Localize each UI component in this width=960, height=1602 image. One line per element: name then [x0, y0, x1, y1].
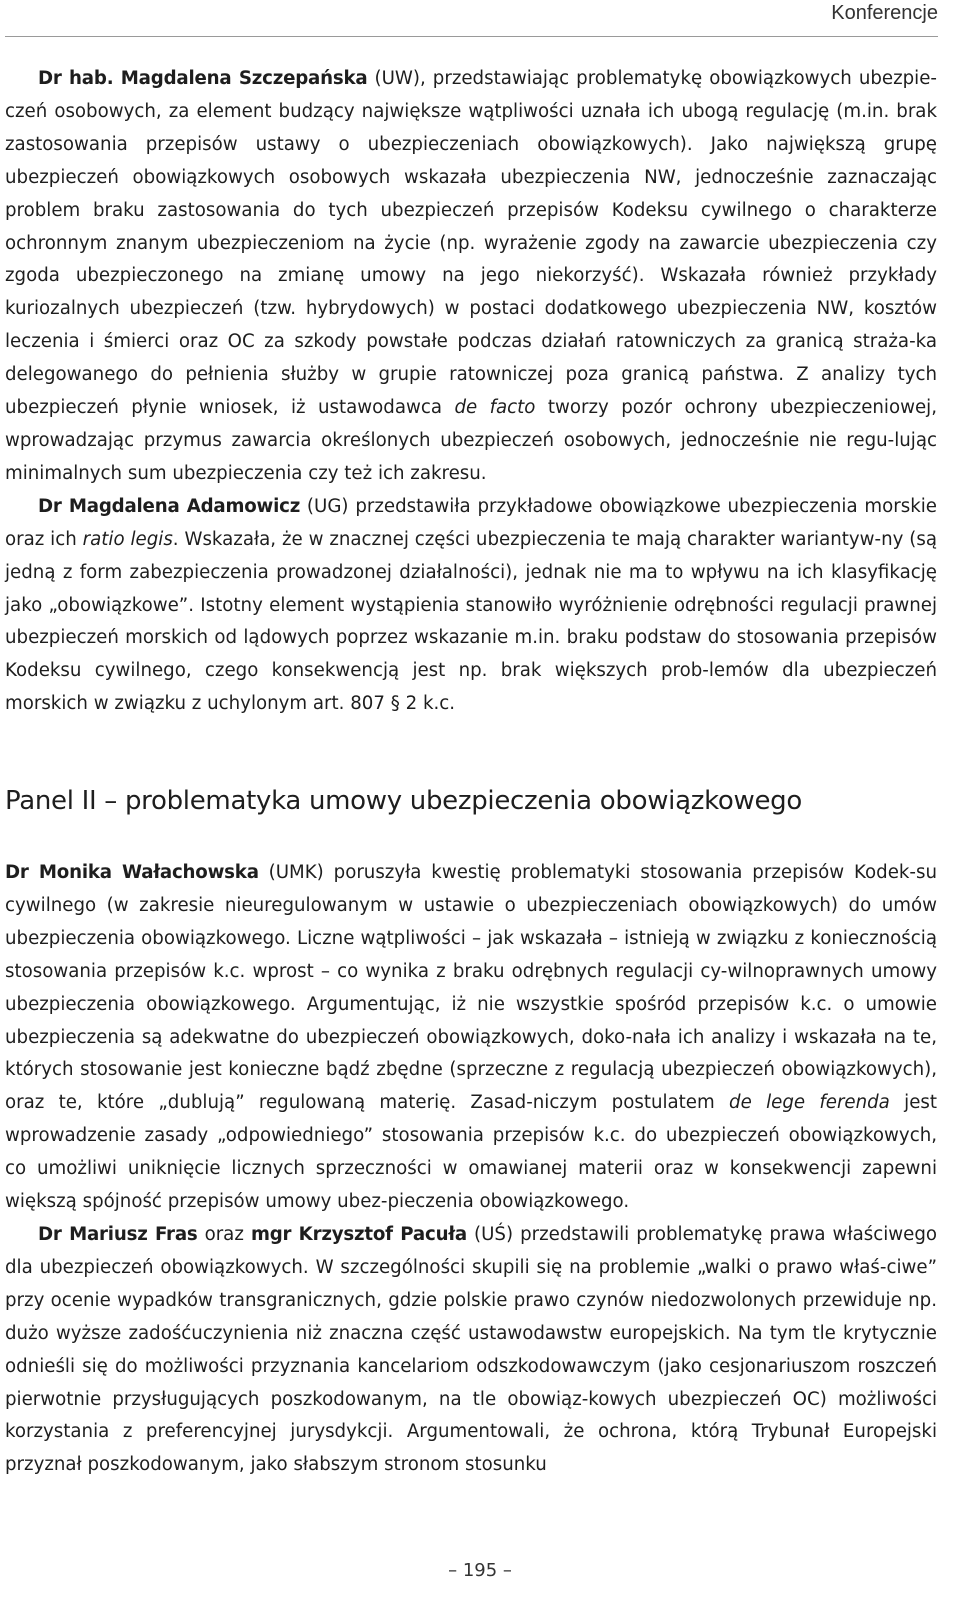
- paragraph-text: (UG) przedstawiła przykładowe obowiązkowe ubezpieczenia morskie oraz ich: [5, 495, 937, 550]
- page-number: – 195 –: [448, 1560, 512, 1581]
- paragraph-text: jest wprowadzenie zasady „odpowiedniego” stosowania przepisów k.c. do ubezpieczeń obowiązkowych, co umożliwi uniknięcie licznych sprzeczności w omawianej materii oraz w konsekwencji zapewni większą spójność przepisów umowy ubez-pieczenia obowiązkowego.: [5, 1092, 937, 1213]
- header-rule: [5, 36, 938, 37]
- paragraph-text: oraz: [197, 1223, 251, 1245]
- paragraph-text: (UW), przedstawiając problematykę obowiązkowych ubezpie-czeń osobowych, za element budzący największe wątpliwości uznała ich ubogą regulację (m.in. brak zastosowania przepisów ustawy o ubezpieczeniach obowiązkowych). Jako największą grupę ubezpieczeń obowiązkowych osobowych wskazała ubezpieczenia NW, jednocześnie zaznaczając problem braku zastosowania do tych ubezpieczeń przepisów Kodeksu cywilnego o charakterze ochronnym znanym ubezpieczeniom na życie (np. wyrażenie zgody na zawarcie ubezpieczenia czy zgoda ubezpieczonego na zmianę umowy na jego niekorzyść). Wskazała również przykłady kuriozalnych ubezpieczeń (tzw. hybrydowych) w postaci dodatkowego ubezpieczenia NW, kosztów leczenia i śmierci oraz OC za szkody powstałe podczas działań ratowniczych za granicą straża-ka delegowanego do pełnienia służby w grupie ratowniczej poza granicą państwa. Z analizy tych ubezpieczeń płynie wniosek, iż ustawodawca: [5, 68, 937, 419]
- paragraph-text: (UMK) poruszyła kwestię problematyki stosowania przepisów Kodek-su cywilnego (w zakresie nieuregulowanym w ustawie o ubezpieczeniach obowiązkowych) do umów ubezpieczenia obowiązkowego. Liczne wątpliwości – jak wskazała – istnieją w związku z koniecznością stosowania przepisów k.c. wprost – co wynika z braku odrębnych regulacji cy-wilnoprawnych umowy ubezpieczenia obowiązkowego. Argumentując, iż nie wszystkie spośród przepisów k.c. o umowie ubezpieczenia są adekwatne do ubezpieczeń obowiązkowych, doko-nała ich analizy i wskazała na te, których stosowanie jest konieczne bądź zbędne (sprzeczne z regulacją ubezpieczeń obowiązkowych), oraz te, które „dublują” regulowaną materię. Zasad-niczym postulatem: [5, 862, 937, 1114]
- author-name: Dr hab. Magdalena Szczepańska: [38, 68, 368, 89]
- author-name: Dr Mariusz Fras: [38, 1223, 198, 1245]
- section-heading: Panel II – problematyka umowy ubezpieczenia obowiązkowego: [5, 786, 802, 816]
- paragraph-adamowicz: [5, 491, 937, 721]
- paragraph-walachowska: [5, 857, 937, 1219]
- paragraph-text: (UŚ) przedstawili problematykę prawa właściwego dla ubezpieczeń obowiązkowych. W szczególności skupili się na problemie „walki o prawo właś-ciwe” przy ocenie wypadków transgranicznych, gdzie polskie prawo czynów niedozwolonych przewiduje np. dużo wyższe zadośćuczynienia niż znaczna część ustawodawstw europejskich. Na tym tle krytycznie odnieśli się do możliwości przyznania kancelariom odszkodowawczym (jako cesjonariuszom roszczeń pierwotnie przysługujących poszkodowanym, na tle obowiąz-kowych ubezpieczeń OC) możliwości korzystania z preferencyjnej jurysdykcji. Argumentowali, że ochrona, którą Trybunał Europejski przyznał poszkodowanym, jako słabszym stronom stosunku: [5, 1223, 938, 1476]
- author-name: mgr Krzysztof Pacuła: [250, 1223, 467, 1245]
- author-name: Dr Monika Wałachowska: [5, 862, 259, 883]
- paragraph-text: tworzy pozór ochrony ubezpieczeniowej, wprowadzając przymus zawarcia określonych ubezpieczeń osobowych, jednocześnie nie regu-lując minimalnych sum ubezpieczenia czy też ich zakresu.: [5, 397, 937, 484]
- italic-term: ratio legis: [82, 528, 173, 550]
- section-1-body: [5, 63, 937, 721]
- running-header: Konferencje: [831, 2, 938, 24]
- paragraph-szczepanska: [5, 63, 937, 491]
- paragraph-fras-pacula: [5, 1219, 937, 1482]
- italic-term: de facto: [454, 397, 536, 419]
- italic-term: de lege ferenda: [729, 1092, 890, 1114]
- author-name: Dr Magdalena Adamowicz: [38, 495, 301, 517]
- section-2-body: [5, 857, 937, 1482]
- paragraph-text: . Wskazała, że w znacznej części ubezpieczenia te mają charakter wariantyw-ny (są jedną z form zabezpieczenia prowadzonej działalności), jednak nie ma to wpływu na ich klasyfikację jako „obowiązkowe”. Istotny element wystąpienia stanowiło wyróżnienie odrębności regulacji prawnej ubezpieczeń morskich od lądowych poprzez wskazanie m.in. braku podstaw do stosowania przepisów Kodeksu cywilnego, czego konsekwencją jest np. brak większych prob-lemów dla ubezpieczeń morskich w związku z uchylonym art. 807 § 2 k.c.: [5, 528, 937, 715]
